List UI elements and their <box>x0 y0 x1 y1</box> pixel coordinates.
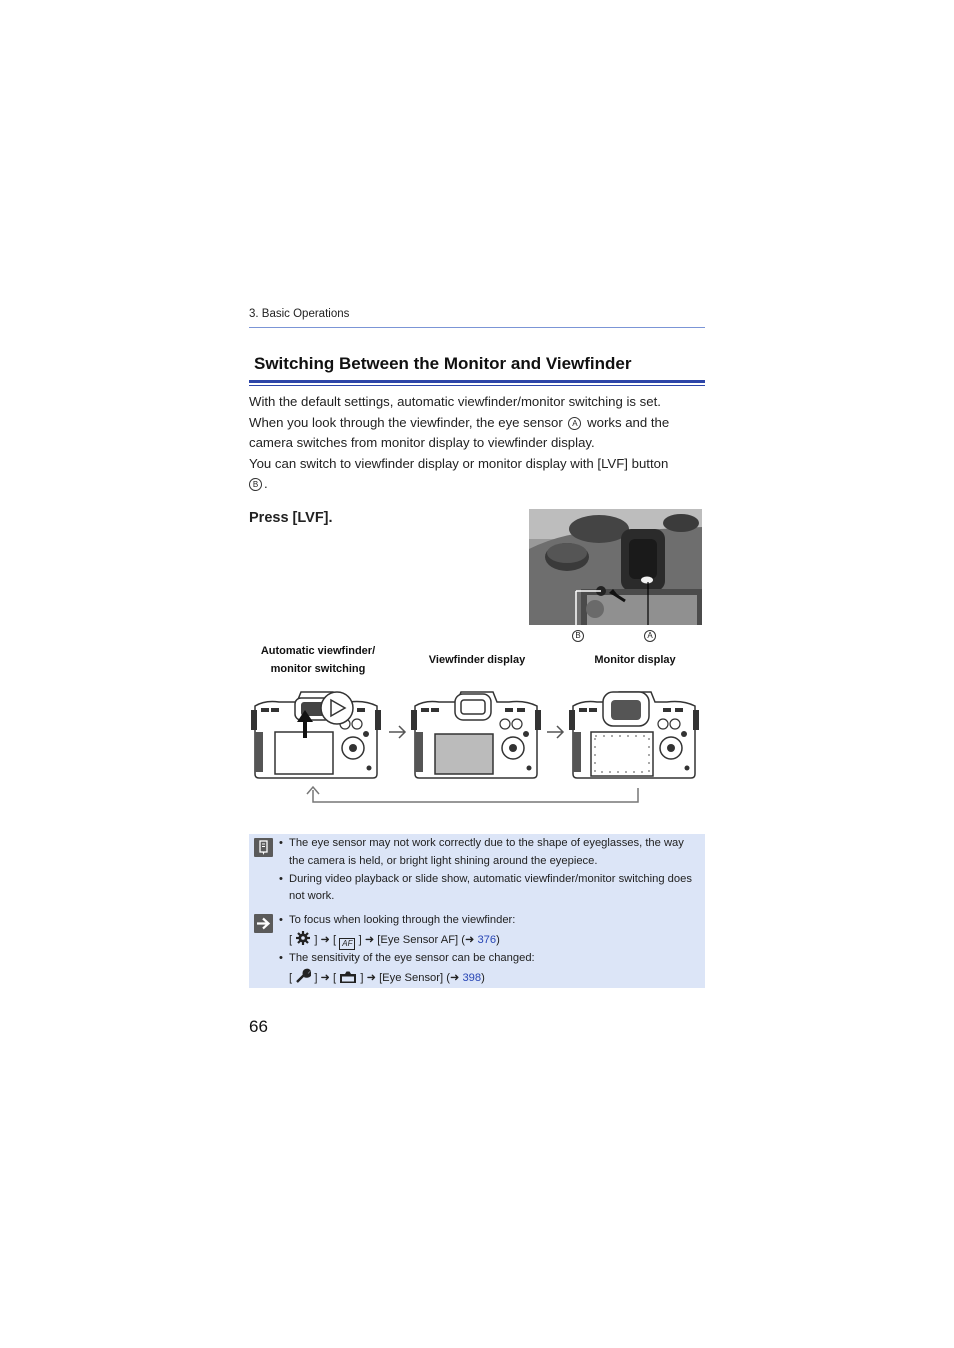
note-box <box>249 834 705 988</box>
notes-section <box>279 835 697 906</box>
header-rule <box>249 327 705 328</box>
title-rule-thin <box>249 385 705 386</box>
caption-viewfinder: Viewfinder display <box>428 654 526 666</box>
arrow-right-icon <box>254 914 273 933</box>
arrow-glyph: ➜ <box>320 971 330 984</box>
tip-focus-label: [Eye Sensor AF] ( <box>377 933 465 946</box>
camera-viewfinder-display <box>411 692 541 778</box>
note-playback: • During video playback or slide show, automatic viewfinder/monitor switching does not work. <box>279 871 697 907</box>
marker-a: A <box>568 417 581 430</box>
intro-line-4: You can switch to viewfinder display or monitor display with [LVF] button <box>249 455 669 471</box>
caption-monitor: Monitor display <box>594 654 676 666</box>
tip-focus-text: • To focus when looking through the viewfinder: <box>289 914 516 926</box>
intro-line-5-end: . <box>264 476 268 492</box>
intro-line-5 <box>249 474 709 495</box>
breadcrumb: 3. Basic Operations <box>249 308 350 320</box>
intro-line-2a: When you look through the viewfinder, the eye sensor <box>249 414 563 430</box>
caption-auto-line1: Automatic viewfinder/ <box>260 645 376 657</box>
note-eyeglasses: • The eye sensor may not work correctly due to the shape of eyeglasses, the way the camera is held, or bright light shining around the eyepiece. <box>279 835 697 871</box>
intro-line-2 <box>249 413 709 434</box>
intro-line-2b: works and the <box>587 414 670 430</box>
arrow-glyph: ➜ <box>364 933 375 946</box>
switching-diagram <box>249 686 705 808</box>
callout-a: A <box>644 630 656 642</box>
close-paren: ) <box>481 971 485 984</box>
page-title: Switching Between the Monitor and Viewfinder <box>254 354 632 373</box>
marker-b: B <box>249 478 262 491</box>
tip-sensitivity-path: [ ] ➜ [ ] ➜ [Eye Sensor] (➜ 398) <box>289 968 697 988</box>
tips-section <box>279 912 697 987</box>
callout-b: B <box>572 630 584 642</box>
intro-line-1: With the default settings, automatic viewfinder/monitor switching is set. <box>249 394 661 409</box>
intro-text <box>249 392 709 495</box>
page-link-398[interactable]: 398 <box>462 971 482 984</box>
tip-focus-path: [ ] ➜ [ AF ] ➜ [Eye Sensor AF] (➜ 376) <box>289 930 697 950</box>
arrow-glyph: ➜ <box>366 971 376 984</box>
caption-auto-line2: monitor switching <box>270 663 366 675</box>
step-heading: Press [LVF]. <box>249 510 333 526</box>
intro-line-3: camera switches from monitor display to viewfinder display. <box>249 435 595 451</box>
gear-icon <box>295 930 311 946</box>
arrow-glyph: ➜ <box>464 933 475 946</box>
close-paren: ) <box>496 933 500 946</box>
tip-sensitivity-text: • The sensitivity of the eye sensor can be changed: <box>289 951 535 964</box>
arrow-glyph: ➜ <box>449 971 460 984</box>
page-number: 66 <box>249 1017 268 1036</box>
tip-sensitivity-label: [Eye Sensor] ( <box>379 971 450 984</box>
wrench-icon <box>295 968 311 984</box>
camera-monitor-display <box>569 692 699 778</box>
camera-photo <box>529 509 702 625</box>
page-link-376[interactable]: 376 <box>477 933 497 946</box>
af-icon: AF <box>339 938 355 950</box>
tip-sensitivity <box>279 950 697 988</box>
camera-auto-switching <box>251 692 381 778</box>
tip-focus <box>279 912 697 950</box>
camera-icon <box>339 970 357 984</box>
memo-icon <box>254 838 273 857</box>
arrow-glyph: ➜ <box>320 933 330 946</box>
caption-auto <box>249 642 387 678</box>
title-rule <box>249 380 705 383</box>
